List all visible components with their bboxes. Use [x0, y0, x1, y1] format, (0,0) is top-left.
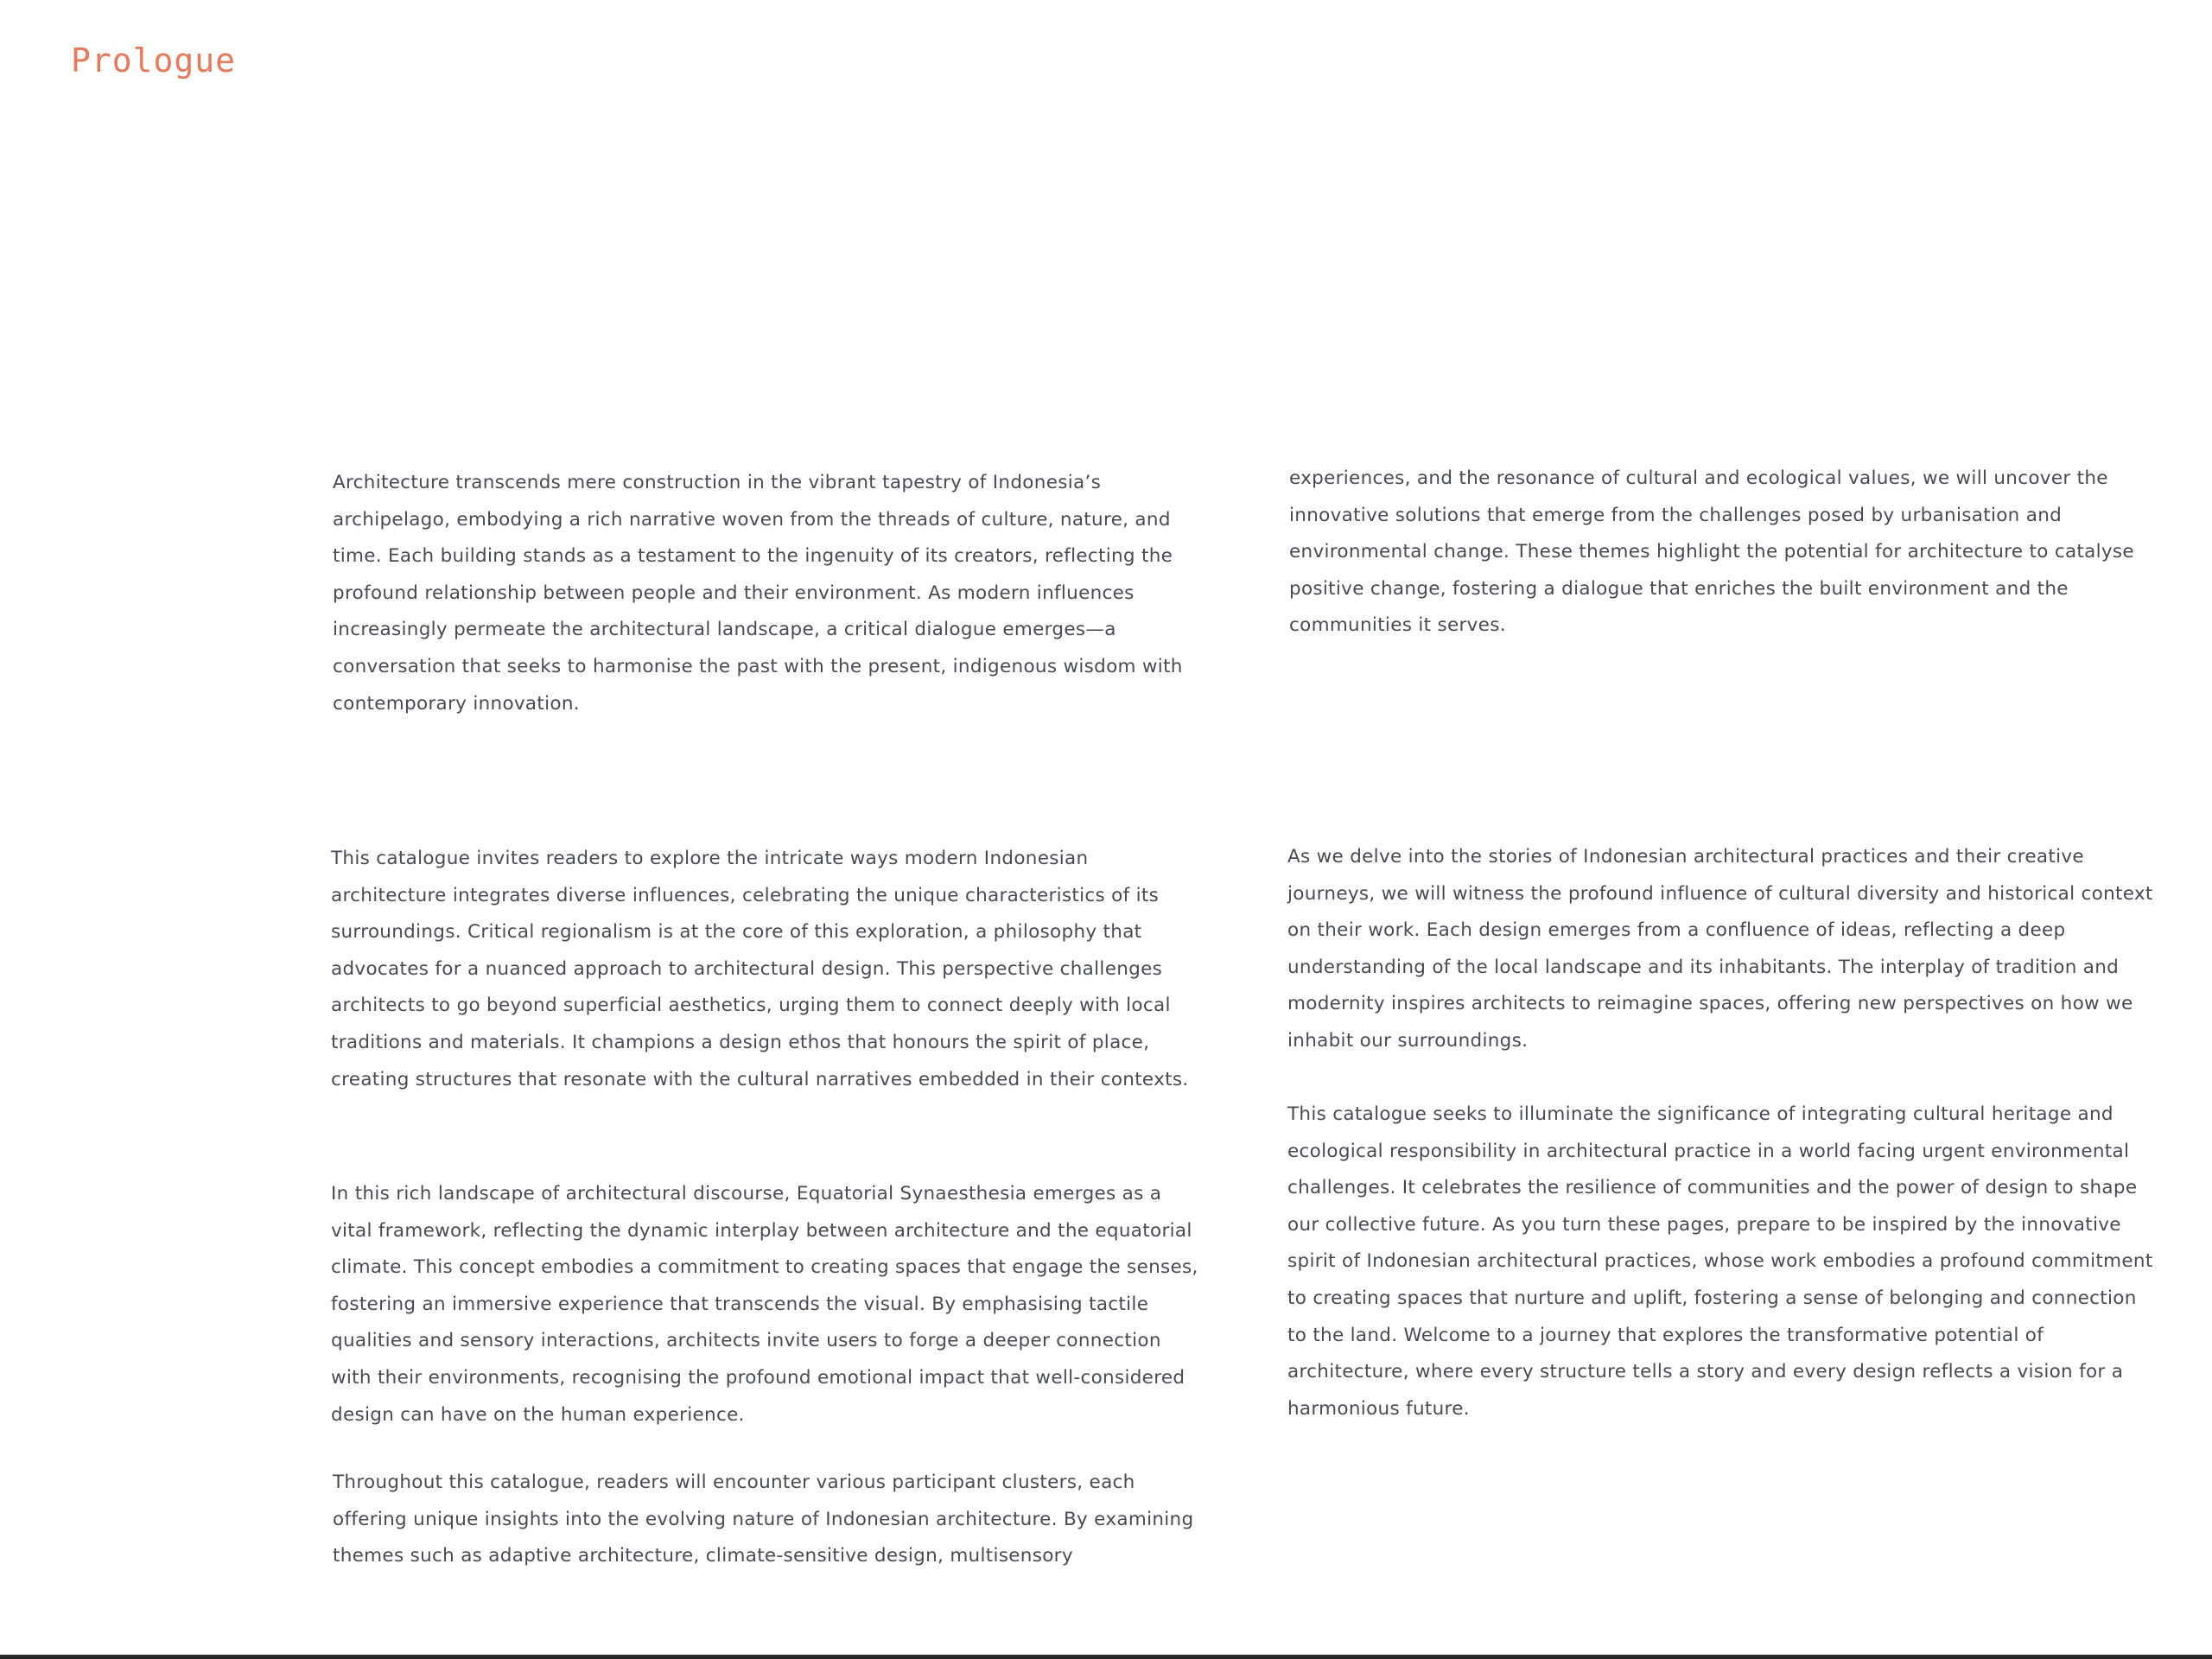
- right-column-paragraph-2: [1287, 839, 2160, 1060]
- right-column-paragraph-1: [1289, 461, 2162, 645]
- paragraph-text: experiences, and the resonance of cultural and ecological values, we will uncover the innovative solutions that emerge from the challenges posed by urbanisation and environmental change. These themes highlight the potential for architecture to catalyse positive change, fostering a dialogue that enriches the built environment and the communities it serves.: [1289, 467, 2134, 637]
- paragraph-text: In this rich landscape of architectural discourse, Equatorial Synaesthesia emerges as a vital framework, reflecting the dynamic interplay between architecture and the equatorial climate. This concept embodies a commitment to creating spaces that engage the senses, fostering an immersive experience that transcends the visual. By emphasising tactile qualities and sensory interactions, architects invite users to forge a deeper connection with their environments, recognising the profound emotional impact that well-considered design can have on the human experience.: [331, 1183, 1198, 1426]
- paragraph-text: This catalogue invites readers to explore the intricate ways modern Indonesian architecture integrates diverse influences, celebrating the unique characteristics of its surroundings. Critical regionalism is at the core of this exploration, a philosophy that advocates for a nuanced approach to architectural design. This perspective challenges architects to go beyond superficial aesthetics, urging them to connect deeply with local traditions and materials. It champions a design ethos that honours the spirit of place, creating structures that resonate with the cultural narratives embedded in their contexts.: [331, 848, 1189, 1090]
- paragraph-text: As we delve into the stories of Indonesian architectural practices and their creative journeys, we will witness the profound influence of cultural diversity and historical context on their work. Each design emerges from a confluence of ideas, reflecting a deep understanding of the local landscape and its inhabitants. The interplay of tradition and modernity inspires architects to reimagine spaces, offering new perspectives on how we inhabit our surroundings.: [1287, 846, 2153, 1052]
- left-column-paragraph-1: [333, 465, 1205, 722]
- page-title: Prologue: [71, 41, 237, 79]
- right-column-paragraph-3: [1287, 1096, 2160, 1427]
- left-column-paragraph-2: [331, 841, 1204, 1098]
- paragraph-text: This catalogue seeks to illuminate the significance of integrating cultural heritage and ecological responsibility in architectural practice in a world facing urgent environmental challenges. It celebrates the resilience of communities and the power of design to shape our collective future. As you turn these pages, prepare to be inspired by the innovative spirit of Indonesian architectural practices, whose work embodies a profound commitment to creating spaces that nurture and uplift, fostering a sense of belonging and connection to the land. Welcome to a journey that explores the transformative potential of architecture, where every structure tells a story and every design reflects a vision for a harmonious future.: [1287, 1103, 2153, 1420]
- left-column-paragraph-3: [331, 1176, 1204, 1433]
- paragraph-text: Throughout this catalogue, readers will encounter various participant clusters, each offering unique insights into the evolving nature of Indonesian architecture. By examining themes such as adaptive architecture, climate-sensitive design, multisensory: [333, 1471, 1194, 1567]
- left-column-paragraph-4: [333, 1465, 1205, 1575]
- page-bottom-edge: [0, 1655, 2212, 1659]
- paragraph-text: Architecture transcends mere construction in the vibrant tapestry of Indonesia’s archipelago, embodying a rich narrative woven from the threads of culture, nature, and time. Each building stands as a testament to the ingenuity of its creators, reflecting the profound relationship between people and their environment. As modern influences increasingly permeate the architectural landscape, a critical dialogue emerges—a conversation that seeks to harmonise the past with the present, indigenous wisdom with contemporary innovation.: [333, 472, 1183, 715]
